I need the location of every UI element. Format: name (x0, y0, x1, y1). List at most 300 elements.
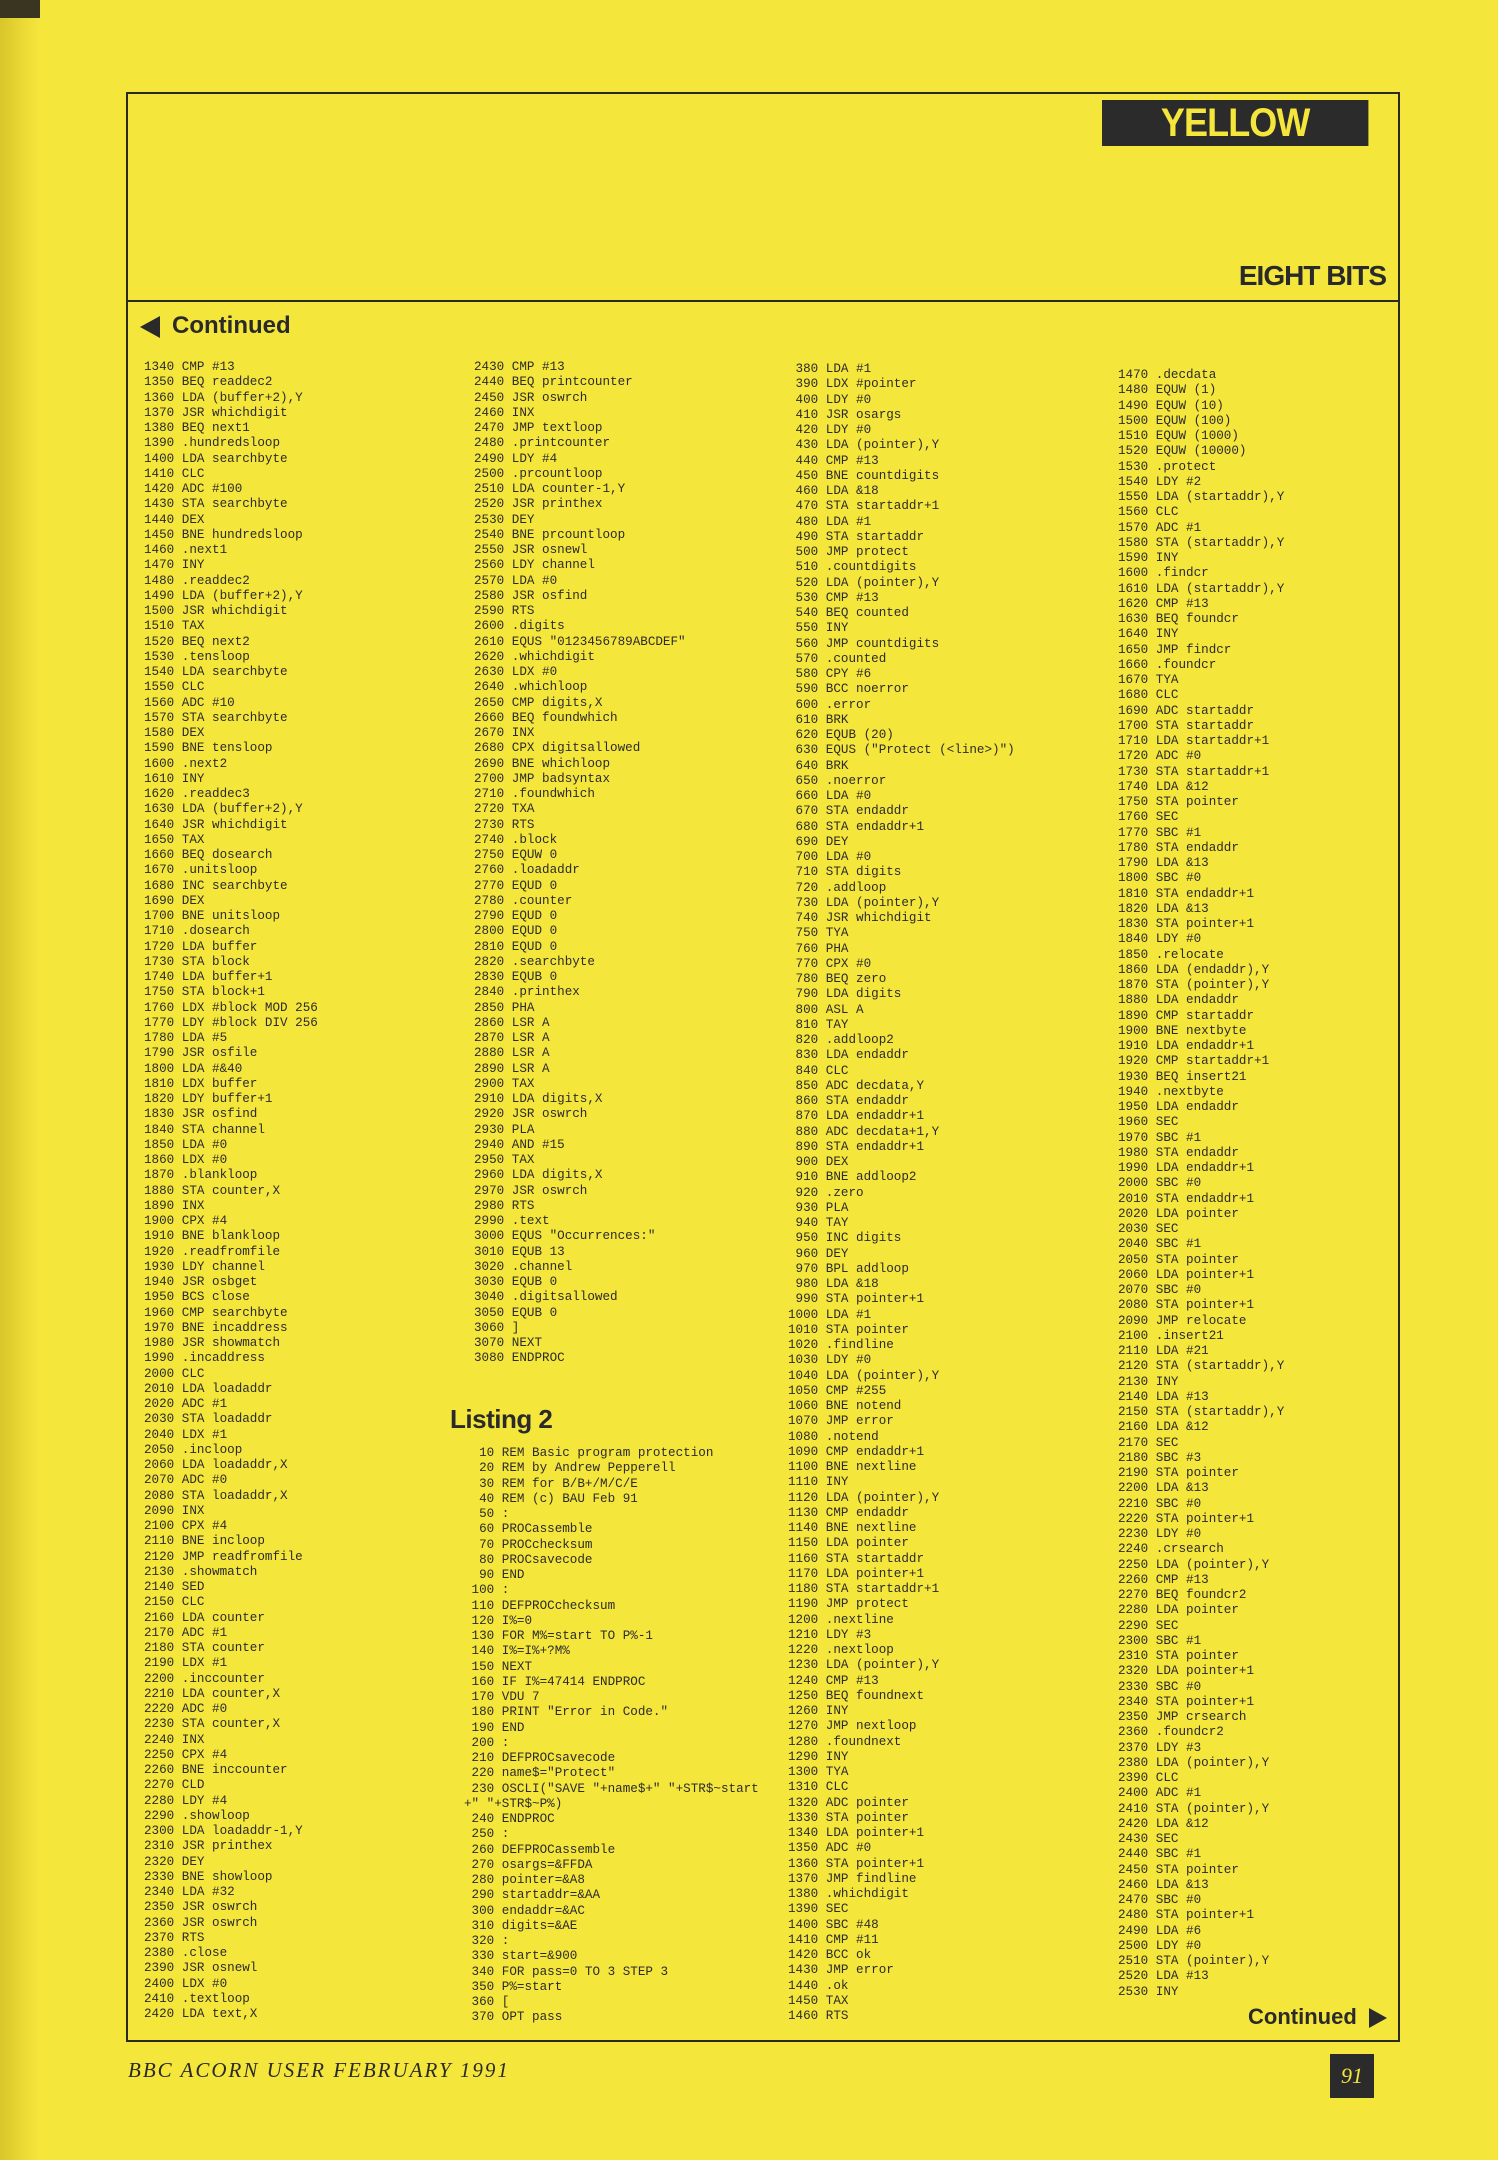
code-line: 360 [ (464, 1995, 510, 2009)
code-line: 1980 STA endaddr (1118, 1145, 1239, 1160)
code-line: 450 BNE countdigits (788, 468, 940, 483)
code-line: 1450 BNE hundredsloop (144, 527, 303, 542)
code-line: 470 STA startaddr+1 (788, 499, 940, 514)
code-line: 1930 LDY channel (144, 1259, 265, 1274)
code-line: 1560 CLC (1118, 505, 1179, 520)
code-line: 2020 LDA pointer (1118, 1206, 1239, 1221)
code-line: 1370 JMP findline (788, 1871, 917, 1886)
code-line: 2460 INX (474, 405, 535, 420)
code-line: 1850 LDA #0 (144, 1137, 228, 1152)
code-line: 1590 INY (1118, 551, 1179, 565)
code-line: 2480 STA pointer+1 (1118, 1908, 1255, 1923)
code-line: 800 ASL A (788, 1002, 864, 1017)
code-line: 480 LDA #1 (788, 514, 872, 529)
code-line: 2260 BNE inccounter (144, 1763, 288, 1777)
code-line: 1930 BEQ insert21 (1118, 1069, 1247, 1084)
code-line: 870 LDA endaddr+1 (788, 1109, 925, 1124)
code-line: 2140 SED (144, 1580, 205, 1594)
code-line: 970 BPL addloop (788, 1261, 909, 1276)
code-line: 1320 ADC pointer (788, 1795, 909, 1810)
code-line: 2410 STA (pointer),Y (1118, 1801, 1270, 1816)
code-line: 1390 .hundredsloop (144, 436, 281, 451)
code-line: 1280 .foundnext (788, 1734, 902, 1749)
code-line: 390 LDX #pointer (788, 377, 917, 392)
code-line: 1400 SBC #48 (788, 1917, 879, 1932)
code-line: 460 LDA &18 (788, 484, 879, 498)
code-line: 2400 LDX #0 (144, 1976, 228, 1991)
code-line: 2390 CLC (1118, 1771, 1179, 1785)
code-line: 650 .noerror (788, 773, 887, 788)
code-line: 1210 LDY #3 (788, 1627, 872, 1642)
code-line: 2590 RTS (474, 604, 535, 618)
code-line: 2440 BEQ printcounter (474, 375, 633, 390)
code-line: 2500 .prcountloop (474, 466, 603, 481)
code-line: 30 REM for B/B+/M/C/E (464, 1476, 638, 1491)
code-line: 1020 .findline (788, 1338, 894, 1352)
code-line: 640 BRK (788, 758, 849, 773)
code-line: 2020 ADC #1 (144, 1397, 228, 1411)
code-line: 1920 .readfromfile (144, 1244, 281, 1259)
listing-2-column (464, 1446, 759, 2026)
code-line: 1720 LDA buffer (144, 939, 258, 954)
code-line: 2860 LSR A (474, 1015, 550, 1030)
code-line: 1440 .ok (788, 1978, 849, 1993)
code-line: 2130 .showmatch (144, 1564, 258, 1579)
code-line: 530 CMP #13 (788, 590, 879, 605)
code-line: 730 LDA (pointer),Y (788, 895, 940, 910)
code-line: 1240 CMP #13 (788, 1673, 879, 1688)
code-line: 1890 INX (144, 1198, 205, 1213)
code-line: 760 PHA (788, 941, 849, 956)
code-line: 2880 LSR A (474, 1046, 550, 1061)
code-line: 2160 LDA &12 (1118, 1420, 1209, 1435)
code-line: 300 endaddr=&AC (464, 1903, 585, 1918)
code-line: 440 CMP #13 (788, 453, 879, 468)
code-line: 1450 TAX (788, 1993, 849, 2008)
code-line: 1690 DEX (144, 893, 205, 908)
code-line: 170 VDU 7 (464, 1690, 540, 1704)
code-line: 1090 CMP endaddr+1 (788, 1444, 925, 1459)
code-line: 2200 LDA &13 (1118, 1481, 1209, 1496)
code-line: 1460 .next1 (144, 543, 228, 557)
code-line: 660 LDA #0 (788, 789, 872, 803)
continued-bottom-label: Continued (1248, 2004, 1357, 2029)
code-line: 20 REM by Andrew Pepperell (464, 1461, 676, 1476)
code-line: 1650 JMP findcr (1118, 642, 1232, 657)
code-line: 1370 JSR whichdigit (144, 405, 288, 420)
code-line: 2220 ADC #0 (144, 1702, 228, 1716)
code-line: 1880 LDA endaddr (1118, 993, 1239, 1008)
code-line: 2870 LSR A (474, 1031, 550, 1045)
code-line: 2930 PLA (474, 1122, 535, 1137)
code-line: 2940 AND #15 (474, 1137, 565, 1152)
code-line: 580 CPY #6 (788, 667, 872, 681)
code-line: 2340 STA pointer+1 (1118, 1694, 1255, 1709)
code-line: 2190 LDX #1 (144, 1656, 228, 1671)
code-line: 2420 LDA &12 (1118, 1816, 1209, 1831)
code-line: 2980 RTS (474, 1198, 535, 1213)
code-line: 2680 CPX digitsallowed (474, 741, 641, 756)
code-line: 2430 SEC (1118, 1832, 1179, 1846)
code-line: 1940 JSR osbget (144, 1275, 258, 1289)
code-line: 2300 LDA loadaddr-1,Y (144, 1824, 303, 1838)
code-line: 1870 STA (pointer),Y (1118, 978, 1270, 992)
code-line: 1660 .foundcr (1118, 657, 1217, 672)
code-line: 2090 INX (144, 1503, 205, 1518)
code-line: 1830 STA pointer+1 (1118, 917, 1255, 931)
code-line: 2480 .printcounter (474, 436, 611, 451)
code-line: 2720 TXA (474, 802, 535, 817)
code-line: 2550 JSR osnewl (474, 543, 588, 557)
code-line: 2250 LDA (pointer),Y (1118, 1557, 1270, 1572)
code-line: 520 LDA (pointer),Y (788, 575, 940, 590)
continued-top-label: Continued (172, 312, 291, 339)
listing-column-4 (1118, 368, 1284, 2000)
code-line: 3030 EQUB 0 (474, 1275, 558, 1289)
code-line: 2630 LDX #0 (474, 665, 558, 679)
code-line: 510 .countdigits (788, 560, 917, 575)
code-line: 1870 .blankloop (144, 1168, 258, 1183)
code-line: 1920 CMP startaddr+1 (1118, 1054, 1270, 1069)
code-line: 2670 INX (474, 726, 535, 740)
code-line: 210 DEFPROCsavecode (464, 1751, 616, 1765)
code-line: 1170 LDA pointer+1 (788, 1566, 925, 1581)
code-line: 1100 BNE nextline (788, 1460, 917, 1474)
code-line: 200 : (464, 1735, 510, 1750)
code-line: 90 END (464, 1568, 525, 1582)
code-line: 1200 .nextline (788, 1612, 894, 1627)
code-line: 1550 CLC (144, 680, 205, 695)
code-line: 1820 LDY buffer+1 (144, 1092, 273, 1106)
listing-column-2 (474, 360, 686, 1367)
code-line: 2650 CMP digits,X (474, 695, 603, 710)
code-line: 2080 STA pointer+1 (1118, 1298, 1255, 1313)
code-line: 1300 TYA (788, 1765, 849, 1779)
code-line: 2210 LDA counter,X (144, 1686, 281, 1701)
code-line: 1960 CMP searchbyte (144, 1305, 288, 1320)
code-line: 2100 CPX #4 (144, 1519, 228, 1533)
code-line: 2090 JMP relocate (1118, 1313, 1247, 1328)
code-line: 2080 STA loadaddr,X (144, 1488, 288, 1503)
code-line: 2300 SBC #1 (1118, 1633, 1202, 1648)
code-line: +" "+STR$~P%) (464, 1796, 563, 1811)
code-line: 1660 BEQ dosearch (144, 848, 273, 862)
code-line: 2400 ADC #1 (1118, 1786, 1202, 1801)
code-line: 2890 LSR A (474, 1061, 550, 1076)
code-line: 2450 STA pointer (1118, 1862, 1239, 1877)
code-line: 190 END (464, 1720, 525, 1735)
listing-column-1 (144, 360, 318, 2022)
code-line: 1540 LDY #2 (1118, 474, 1202, 489)
code-line: 70 PROCchecksum (464, 1537, 593, 1552)
code-line: 2160 LDA counter (144, 1610, 265, 1625)
code-line: 2350 JSR oswrch (144, 1900, 258, 1915)
code-line: 1340 CMP #13 (144, 360, 235, 374)
code-line: 40 REM (c) BAU Feb 91 (464, 1491, 638, 1506)
code-line: 2490 LDA #6 (1118, 1923, 1202, 1938)
code-line: 1960 SEC (1118, 1115, 1179, 1130)
code-line: 780 BEQ zero (788, 972, 887, 986)
code-line: 2040 SBC #1 (1118, 1237, 1202, 1252)
code-line: 320 : (464, 1934, 510, 1948)
code-line: 2640 .whichloop (474, 680, 588, 695)
code-line: 1700 BNE unitsloop (144, 909, 281, 923)
code-line: 1460 RTS (788, 2009, 849, 2023)
code-line: 1800 SBC #0 (1118, 871, 1202, 886)
code-line: 1600 .next2 (144, 756, 228, 771)
code-line: 2170 SEC (1118, 1435, 1179, 1450)
code-line: 1750 STA pointer (1118, 795, 1239, 809)
code-line: 2520 JSR printhex (474, 497, 603, 512)
code-line: 1060 BNE notend (788, 1399, 902, 1413)
code-line: 340 FOR pass=0 TO 3 STEP 3 (464, 1964, 669, 1979)
code-line: 1910 BNE blankloop (144, 1229, 281, 1244)
code-line: 1690 ADC startaddr (1118, 703, 1255, 718)
code-line: 1760 LDX #block MOD 256 (144, 1000, 318, 1015)
code-line: 3010 EQUB 13 (474, 1244, 565, 1259)
code-line: 270 osargs=&FFDA (464, 1857, 593, 1872)
code-line: 770 CPX #0 (788, 956, 872, 971)
code-line: 1970 SBC #1 (1118, 1130, 1202, 1145)
code-line: 2260 CMP #13 (1118, 1572, 1209, 1587)
code-line: 1260 INY (788, 1704, 849, 1718)
code-line: 10 REM Basic program protection (464, 1446, 714, 1460)
code-line: 80 PROCsavecode (464, 1552, 593, 1567)
code-line: 920 .zero (788, 1185, 864, 1200)
code-line: 2310 JSR printhex (144, 1839, 273, 1854)
code-line: 2710 .foundwhich (474, 787, 595, 801)
code-line: 1880 STA counter,X (144, 1183, 281, 1198)
code-line: 1550 LDA (startaddr),Y (1118, 490, 1285, 504)
code-line: 2490 LDY #4 (474, 451, 558, 466)
code-line: 2000 CLC (144, 1366, 205, 1381)
code-line: 1380 BEQ next1 (144, 421, 250, 435)
code-line: 1350 BEQ readdec2 (144, 375, 273, 390)
listing-column-3 (788, 362, 1015, 2024)
code-line: 290 startaddr=&AA (464, 1888, 601, 1903)
code-line: 2960 LDA digits,X (474, 1168, 603, 1183)
code-line: 1740 LDA buffer+1 (144, 970, 273, 984)
code-line: 1070 JMP error (788, 1414, 894, 1429)
code-line: 430 LDA (pointer),Y (788, 438, 940, 453)
code-line: 840 CLC (788, 1063, 849, 1078)
code-line: 1620 CMP #13 (1118, 596, 1209, 611)
code-line: 2350 JMP crsearch (1118, 1710, 1247, 1724)
code-line: 1980 JSR showmatch (144, 1336, 281, 1350)
code-line: 820 .addloop2 (788, 1033, 894, 1047)
code-line: 1410 CLC (144, 466, 205, 481)
code-line: 2030 SEC (1118, 1222, 1179, 1236)
code-line: 1340 LDA pointer+1 (788, 1826, 925, 1840)
code-line: 850 ADC decdata,Y (788, 1078, 925, 1093)
code-line: 250 : (464, 1827, 510, 1842)
code-line: 350 P%=start (464, 1979, 563, 1994)
code-line: 1640 INY (1118, 627, 1179, 642)
code-line: 1420 ADC #100 (144, 482, 243, 496)
code-line: 2140 LDA #13 (1118, 1389, 1209, 1404)
code-line: 2290 .showloop (144, 1808, 250, 1823)
code-line: 2420 LDA text,X (144, 2007, 258, 2021)
code-line: 1180 STA startaddr+1 (788, 1582, 940, 1596)
code-line: 2450 JSR oswrch (474, 390, 588, 405)
code-line: 1040 LDA (pointer),Y (788, 1368, 940, 1383)
code-line: 1770 SBC #1 (1118, 825, 1202, 840)
code-line: 1900 BNE nextbyte (1118, 1023, 1247, 1038)
code-line: 700 LDA #0 (788, 850, 872, 864)
code-line: 2660 BEQ foundwhich (474, 710, 618, 725)
code-line: 2620 .whichdigit (474, 649, 595, 664)
code-line: 2900 TAX (474, 1076, 535, 1091)
code-line: 600 .error (788, 697, 872, 712)
code-line: 2240 INX (144, 1732, 205, 1747)
code-line: 2180 SBC #3 (1118, 1450, 1202, 1465)
code-line: 560 JMP countdigits (788, 636, 940, 651)
code-line: 940 TAY (788, 1216, 849, 1230)
code-line: 1420 BCC ok (788, 1948, 872, 1962)
code-line: 1610 INY (144, 771, 205, 786)
code-line: 1630 BEQ foundcr (1118, 612, 1239, 626)
code-line: 2530 INY (1118, 1984, 1179, 1999)
code-line: 110 DEFPROCchecksum (464, 1598, 616, 1613)
code-line: 830 LDA endaddr (788, 1048, 909, 1063)
code-line: 1140 BNE nextline (788, 1521, 917, 1535)
code-line: 1510 TAX (144, 619, 205, 634)
code-line: 420 LDY #0 (788, 423, 872, 437)
code-line: 2220 STA pointer+1 (1118, 1511, 1255, 1526)
code-line: 1630 LDA (buffer+2),Y (144, 802, 303, 817)
code-line: 980 LDA &18 (788, 1277, 879, 1291)
code-line: 540 BEQ counted (788, 606, 909, 620)
code-line: 1310 CLC (788, 1780, 849, 1795)
code-line: 2330 SBC #0 (1118, 1679, 1202, 1694)
code-line: 2270 CLD (144, 1778, 205, 1793)
code-line: 100 : (464, 1583, 510, 1598)
code-line: 2530 DEY (474, 512, 535, 527)
code-line: 2780 .counter (474, 893, 573, 908)
code-line: 260 DEFPROCassemble (464, 1842, 616, 1857)
code-line: 1570 STA searchbyte (144, 710, 288, 725)
magazine-footer-title: BBC ACORN USER FEBRUARY 1991 (128, 2058, 510, 2082)
code-line: 1670 .unitsloop (144, 863, 258, 878)
code-line: 2040 LDX #1 (144, 1427, 228, 1442)
code-line: 280 pointer=&A8 (464, 1873, 585, 1887)
code-line: 1730 STA block (144, 954, 250, 969)
code-line: 2180 STA counter (144, 1641, 265, 1655)
code-line: 2820 .searchbyte (474, 954, 595, 969)
code-line: 2070 ADC #0 (144, 1473, 228, 1488)
code-line: 180 PRINT "Error in Code." (464, 1705, 669, 1720)
code-line: 2520 LDA #13 (1118, 1969, 1209, 1984)
code-line: 2970 JSR oswrch (474, 1183, 588, 1198)
code-line: 2950 TAX (474, 1153, 535, 1167)
code-line: 1800 LDA #&40 (144, 1061, 243, 1076)
code-line: 2370 LDY #3 (1118, 1740, 1202, 1755)
code-line: 1620 .readdec3 (144, 787, 250, 801)
code-line: 590 BCC noerror (788, 682, 909, 697)
code-line: 330 start=&900 (464, 1949, 578, 1964)
code-line: 910 BNE addloop2 (788, 1170, 917, 1185)
code-line: 1290 INY (788, 1749, 849, 1764)
code-line: 3050 EQUB 0 (474, 1305, 558, 1320)
code-line: 2750 EQUW 0 (474, 848, 558, 862)
code-line: 2430 CMP #13 (474, 360, 565, 374)
continued-from-previous (140, 312, 291, 340)
code-line: 2700 JMP badsyntax (474, 771, 611, 786)
code-line: 2730 RTS (474, 817, 535, 832)
code-line: 1570 ADC #1 (1118, 520, 1202, 535)
code-line: 2470 SBC #0 (1118, 1893, 1202, 1907)
code-line: 750 TYA (788, 926, 849, 941)
code-line: 1560 ADC #10 (144, 695, 235, 710)
code-line: 1860 LDX #0 (144, 1153, 228, 1167)
code-line: 1940 .nextbyte (1118, 1084, 1224, 1099)
code-line: 140 I%=I%+?M% (464, 1644, 570, 1659)
code-line: 2060 LDA loadaddr,X (144, 1458, 288, 1472)
code-line: 1530 .tensloop (144, 649, 250, 664)
code-line: 1990 LDA endaddr+1 (1118, 1161, 1255, 1175)
code-line: 1910 LDA endaddr+1 (1118, 1039, 1255, 1053)
code-line: 1740 LDA &12 (1118, 779, 1209, 794)
right-arrow-icon (1369, 2008, 1387, 2028)
code-line: 1710 LDA startaddr+1 (1118, 734, 1270, 748)
page-number: 91 (1330, 2054, 1374, 2098)
section-label: EIGHT BITS (1238, 260, 1386, 291)
code-line: 400 LDY #0 (788, 392, 872, 407)
code-line: 2790 EQUD 0 (474, 909, 558, 923)
code-line: 1790 JSR osfile (144, 1046, 258, 1061)
code-line: 2150 CLC (144, 1595, 205, 1610)
code-line: 810 TAY (788, 1017, 849, 1032)
code-line: 2800 EQUD 0 (474, 924, 558, 939)
code-line: 2380 .close (144, 1946, 228, 1960)
code-line: 2070 SBC #0 (1118, 1283, 1202, 1297)
code-line: 2110 LDA #21 (1118, 1344, 1209, 1358)
code-line: 1640 JSR whichdigit (144, 817, 288, 832)
code-line: 1360 STA pointer+1 (788, 1856, 925, 1871)
code-line: 230 OSCLI("SAVE "+name$+" "+STR$~start (464, 1781, 759, 1796)
code-line: 370 OPT pass (464, 2010, 563, 2025)
code-line: 2910 LDA digits,X (474, 1092, 603, 1106)
code-line: 2170 ADC #1 (144, 1625, 228, 1640)
code-line: 1470 INY (144, 558, 205, 573)
code-line: 1770 LDY #block DIV 256 (144, 1015, 318, 1030)
code-line: 1780 STA endaddr (1118, 840, 1239, 855)
code-line: 2330 BNE showloop (144, 1869, 273, 1884)
code-line: 1430 STA searchbyte (144, 497, 288, 512)
code-line: 2600 .digits (474, 619, 565, 634)
code-line: 1590 BNE tensloop (144, 741, 273, 756)
code-line: 550 INY (788, 621, 849, 636)
code-line: 1730 STA startaddr+1 (1118, 764, 1270, 779)
code-line: 2320 LDA pointer+1 (1118, 1664, 1255, 1679)
code-line: 2280 LDA pointer (1118, 1603, 1239, 1618)
code-line: 2100 .insert21 (1118, 1328, 1224, 1343)
code-line: 1650 TAX (144, 832, 205, 847)
code-line: 1720 ADC #0 (1118, 749, 1202, 764)
code-line: 2990 .text (474, 1214, 550, 1228)
code-line: 1470 .decdata (1118, 368, 1217, 382)
code-line: 1410 CMP #11 (788, 1932, 879, 1947)
code-line: 1480 .readdec2 (144, 573, 250, 588)
code-line: 1990 .incaddress (144, 1351, 265, 1366)
code-line: 1950 BCS close (144, 1290, 250, 1305)
code-line: 1480 EQUW (1) (1118, 383, 1217, 398)
code-line: 1510 EQUW (1000) (1118, 429, 1239, 443)
code-line: 2120 STA (startaddr),Y (1118, 1359, 1285, 1374)
code-line: 1500 JSR whichdigit (144, 604, 288, 618)
code-line: 2500 LDY #0 (1118, 1938, 1202, 1953)
code-line: 950 INC digits (788, 1231, 902, 1246)
